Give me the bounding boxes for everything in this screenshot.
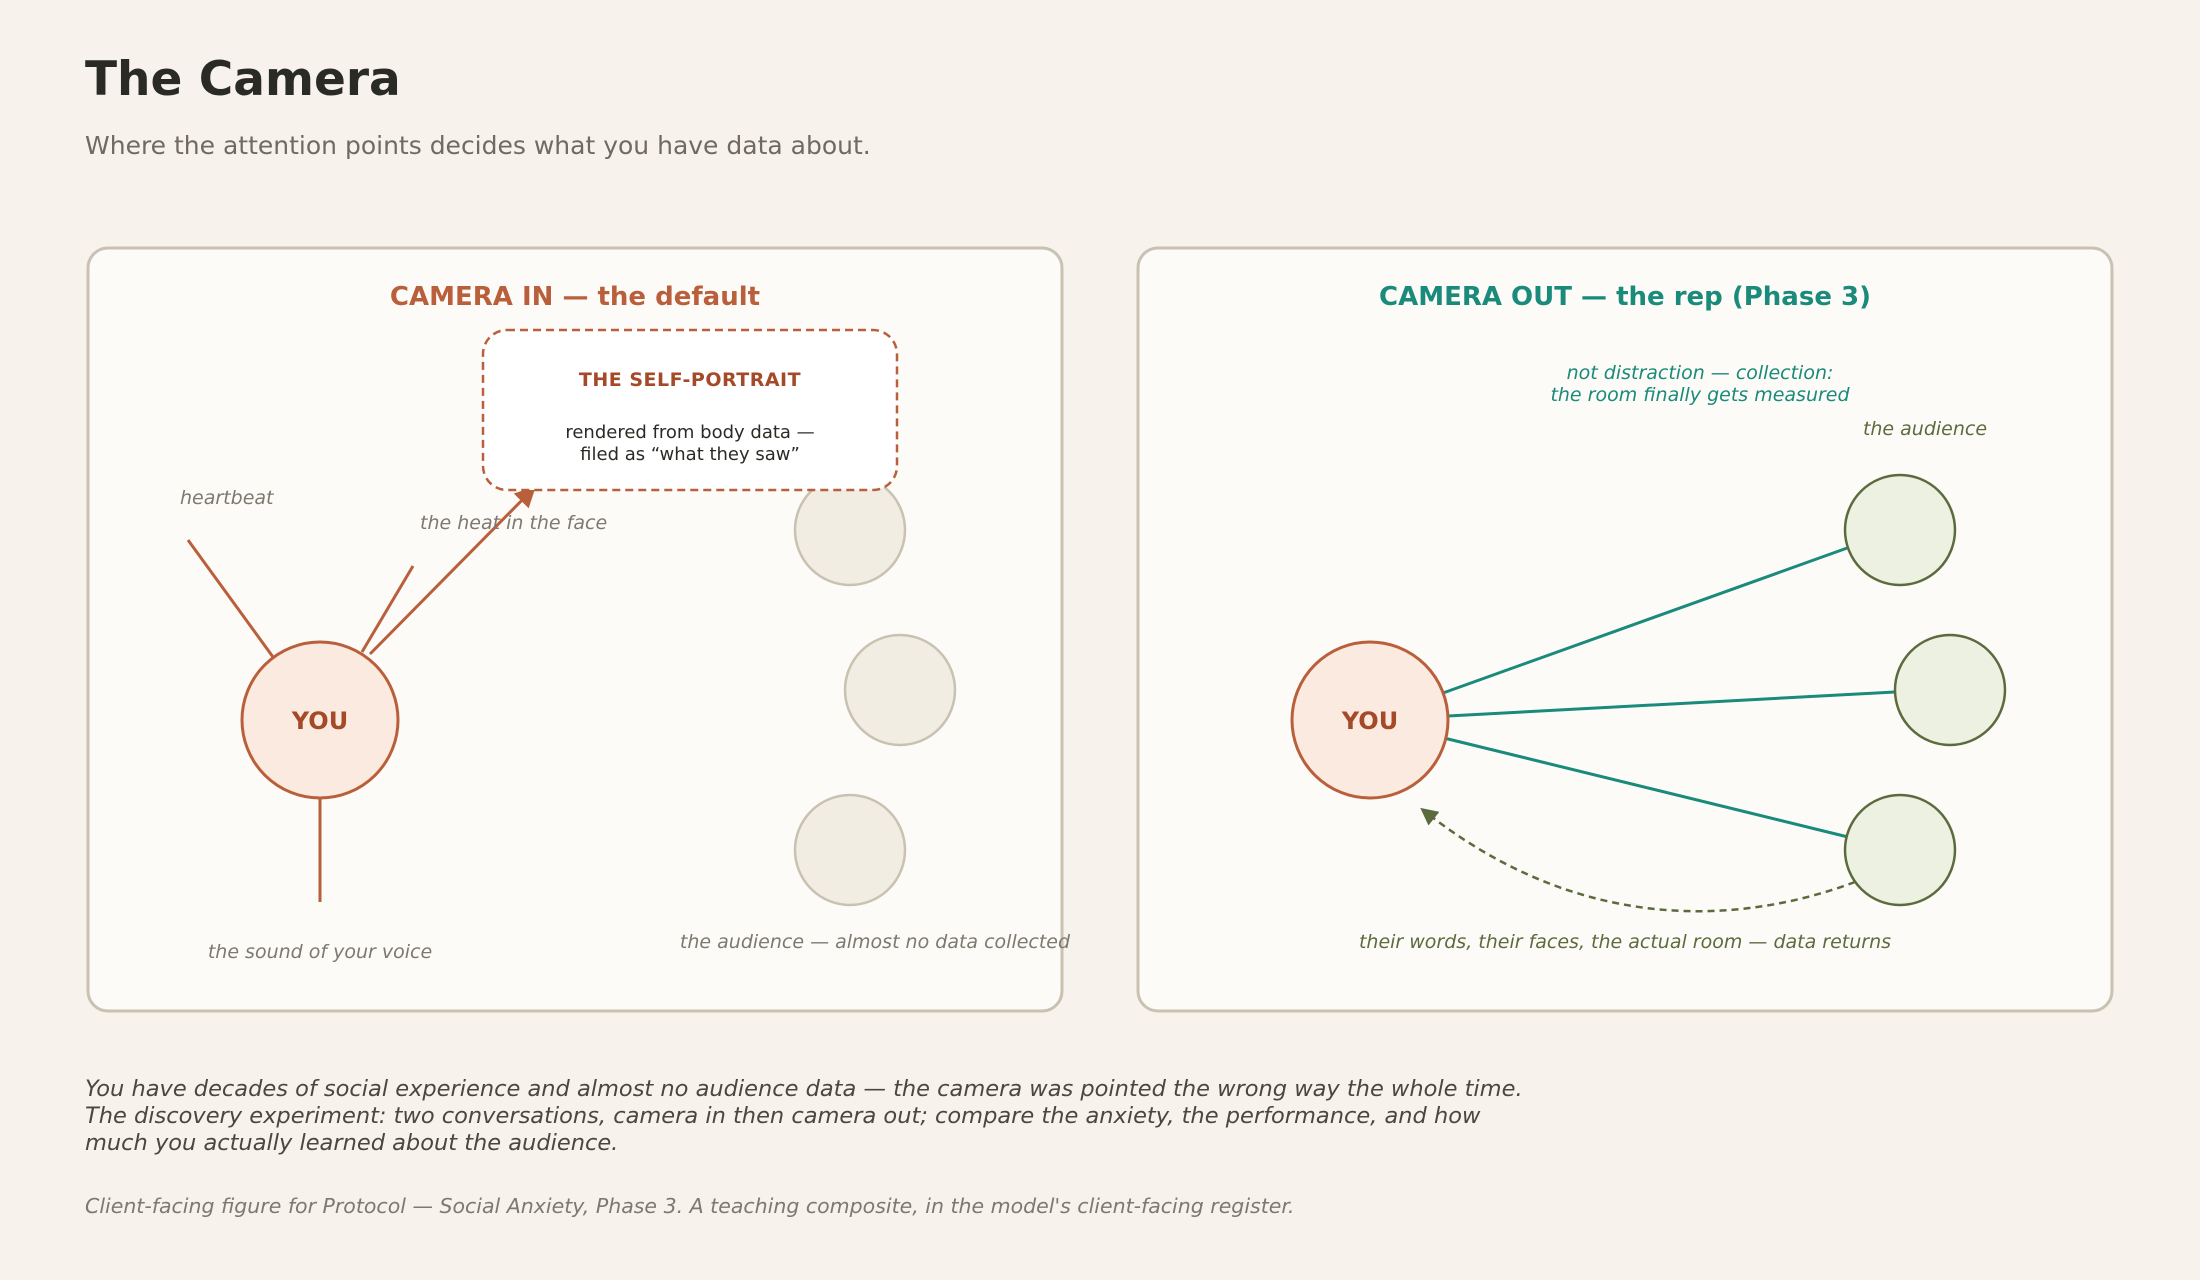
audience-circle-3 [1845, 795, 1955, 905]
callout-title: THE SELF-PORTRAIT [578, 369, 802, 391]
page-subtitle: Where the attention points decides what you have data about. [85, 131, 871, 160]
you-label-in: YOU [291, 707, 349, 735]
caption-line-3: much you actually learned about the audience. [85, 1130, 619, 1156]
page-title: The Camera [85, 52, 401, 107]
audience-circle-faint-1 [795, 475, 905, 585]
audience-circle-1 [1845, 475, 1955, 585]
caption [85, 1076, 1725, 1157]
panel-in-title: CAMERA IN — the default [389, 282, 761, 312]
audience-circle-2 [1895, 635, 2005, 745]
voice-label: the sound of your voice [207, 941, 433, 963]
panel-out-title: CAMERA OUT — the rep (Phase 3) [1379, 282, 1871, 312]
out-note-line-2: the room finally gets measured [1550, 384, 1850, 406]
caption-line-1: You have decades of social experience and almost no audience data — the camera was pointed the wrong way the whole time. [85, 1076, 1523, 1102]
audience-circle-faint-3 [795, 795, 905, 905]
caption-line-2: The discovery experiment: two conversations, camera in then camera out; compare the anxiety, the performance, and how [85, 1103, 1481, 1129]
audience-circle-faint-2 [845, 635, 955, 745]
audience-label-in: the audience — almost no data collected [679, 931, 1071, 953]
heartbeat-label: heartbeat [180, 487, 274, 509]
panel-camera-in [88, 248, 1071, 1011]
panel-camera-out [1138, 248, 2112, 1011]
you-label-out: YOU [1341, 707, 1399, 735]
heat-label: the heat in the face [420, 512, 608, 534]
data-returns-label: their words, their faces, the actual room — data returns [1358, 931, 1892, 953]
callout-line-2: filed as “what they saw” [580, 444, 800, 465]
out-note-line-1: not distraction — collection: [1566, 362, 1834, 384]
callout-line-1: rendered from body data — [565, 422, 815, 443]
footnote: Client-facing figure for Protocol — Social Anxiety, Phase 3. A teaching composite, in the model's client-facing register. [85, 1194, 1295, 1218]
audience-label-out: the audience [1862, 418, 1988, 440]
self-portrait-callout [483, 330, 897, 490]
